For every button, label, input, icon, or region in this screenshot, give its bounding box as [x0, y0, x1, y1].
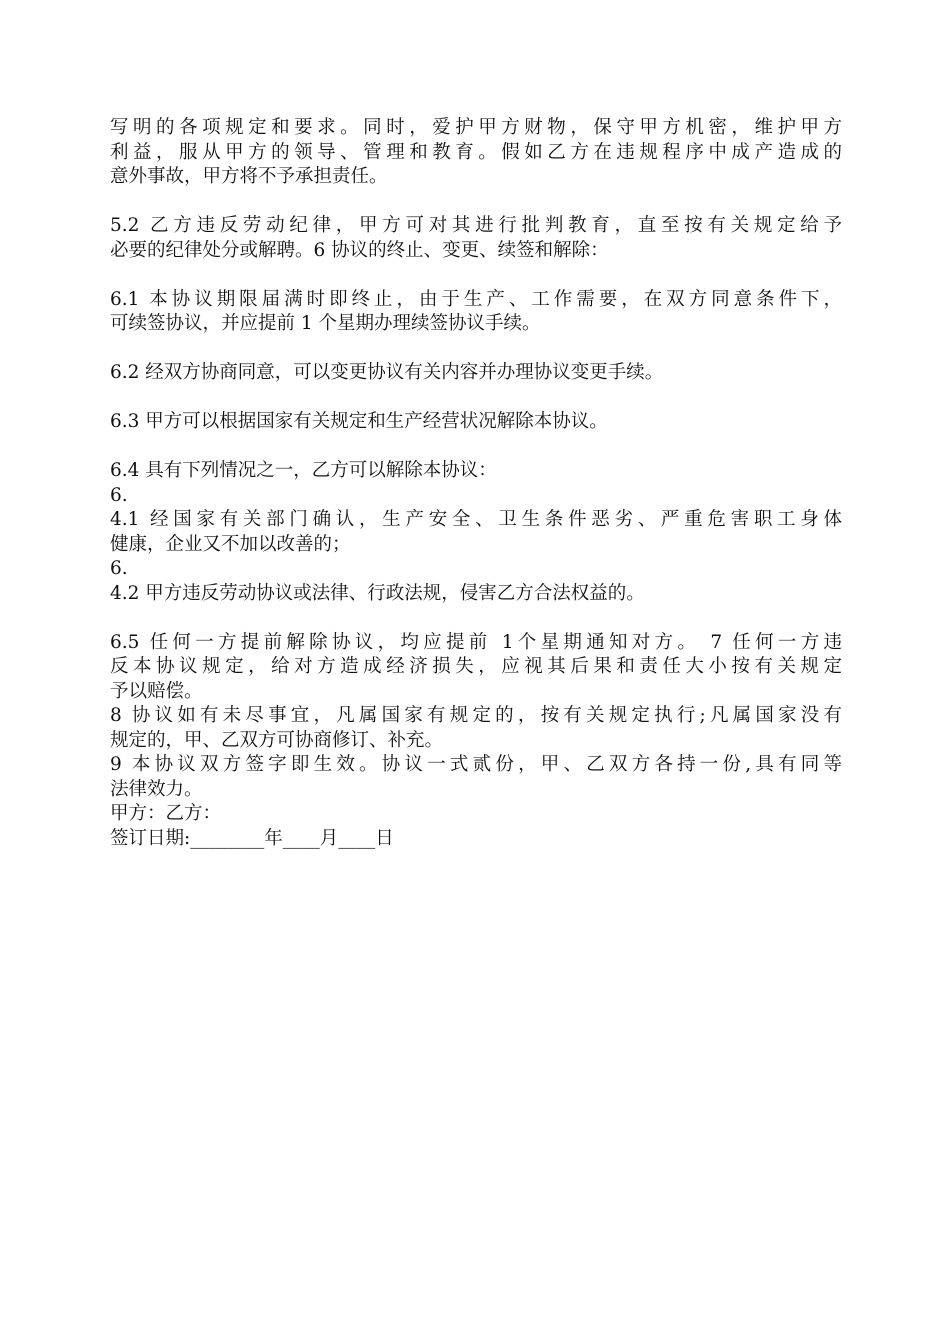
- text-line: 4.1 经国家有关部门确认，生产安全、卫生条件恶劣、严重危害职工身体: [110, 509, 842, 530]
- paragraph-6-3: [110, 410, 842, 435]
- text-line: 6.2 经双方协商同意，可以变更协议有关内容并办理协议变更手续。: [110, 362, 664, 383]
- signing-date-line: 签订日期:________年____月____日: [110, 827, 394, 849]
- text-line: 6.1 本协议期限届满时即终止，由于生产、工作需要，在双方同意条件下，: [110, 288, 842, 310]
- document-body: [110, 116, 842, 851]
- text-line: 6.5 任何一方提前解除协议，均应提前 1个星期通知对方。 7 任何一方违: [110, 631, 842, 653]
- text-line: 4.2 甲方违反劳动协议或法律、行政法规，侵害乙方合法权益的。: [110, 582, 645, 604]
- text-line: 6.3 甲方可以根据国家有关规定和生产经营状况解除本协议。: [110, 411, 608, 432]
- text-line: 9 本协议双方签字即生效。协议一式贰份，甲、乙双方各持一份,具有同等: [110, 754, 842, 775]
- paragraph-gap: [110, 263, 842, 288]
- text-line: 予以赔偿。: [110, 680, 203, 702]
- text-line: 6.: [110, 558, 128, 579]
- text-line: 利益，服从甲方的领导、管理和教育。假如乙方在违规程序中成产造成的: [110, 141, 842, 163]
- paragraph-5-2: [110, 214, 842, 263]
- text-line: 8 协议如有未尽事宜，凡属国家有规定的，按有关规定执行;凡属国家没有: [110, 705, 842, 726]
- text-line: 写明的各项规定和要求。同时，爱护甲方财物，保守甲方机密，维护甲方: [110, 117, 842, 138]
- paragraph-6-2: [110, 361, 842, 386]
- text-line: 可续签协议，并应提前 1 个星期办理续签协议手续。: [110, 313, 541, 334]
- text-line: 6.: [110, 484, 128, 506]
- text-line: 必要的纪律处分或解聘。6 协议的终止、变更、续签和解除：: [110, 239, 609, 261]
- text-line: 6.4 具有下列情况之一，乙方可以解除本协议：: [110, 460, 497, 481]
- paragraph-duties: [110, 116, 842, 190]
- paragraph-gap: [110, 386, 842, 411]
- text-line: 意外事故，甲方将不予承担责任。: [110, 166, 388, 187]
- paragraph-gap: [110, 606, 842, 631]
- text-line: 规定的，甲、乙双方可协商修订、补充。: [110, 729, 444, 751]
- paragraph-gap: [110, 190, 842, 215]
- text-line: 5.2 乙方违反劳动纪律，甲方可对其进行批判教育，直至按有关规定给予: [110, 215, 842, 236]
- paragraph-6-1: [110, 288, 842, 337]
- paragraph-6-4: [110, 459, 842, 606]
- signature-parties-line: 甲方：乙方：: [110, 803, 222, 824]
- paragraph-gap: [110, 337, 842, 362]
- text-line: 健康，企业又不加以改善的；: [110, 533, 351, 555]
- text-line: 法律效力。: [110, 778, 203, 800]
- paragraph-6-5-to-end: [110, 631, 842, 852]
- text-line: 反本协议规定，给对方造成经济损失，应视其后果和责任大小按有关规定: [110, 656, 842, 677]
- paragraph-gap: [110, 435, 842, 460]
